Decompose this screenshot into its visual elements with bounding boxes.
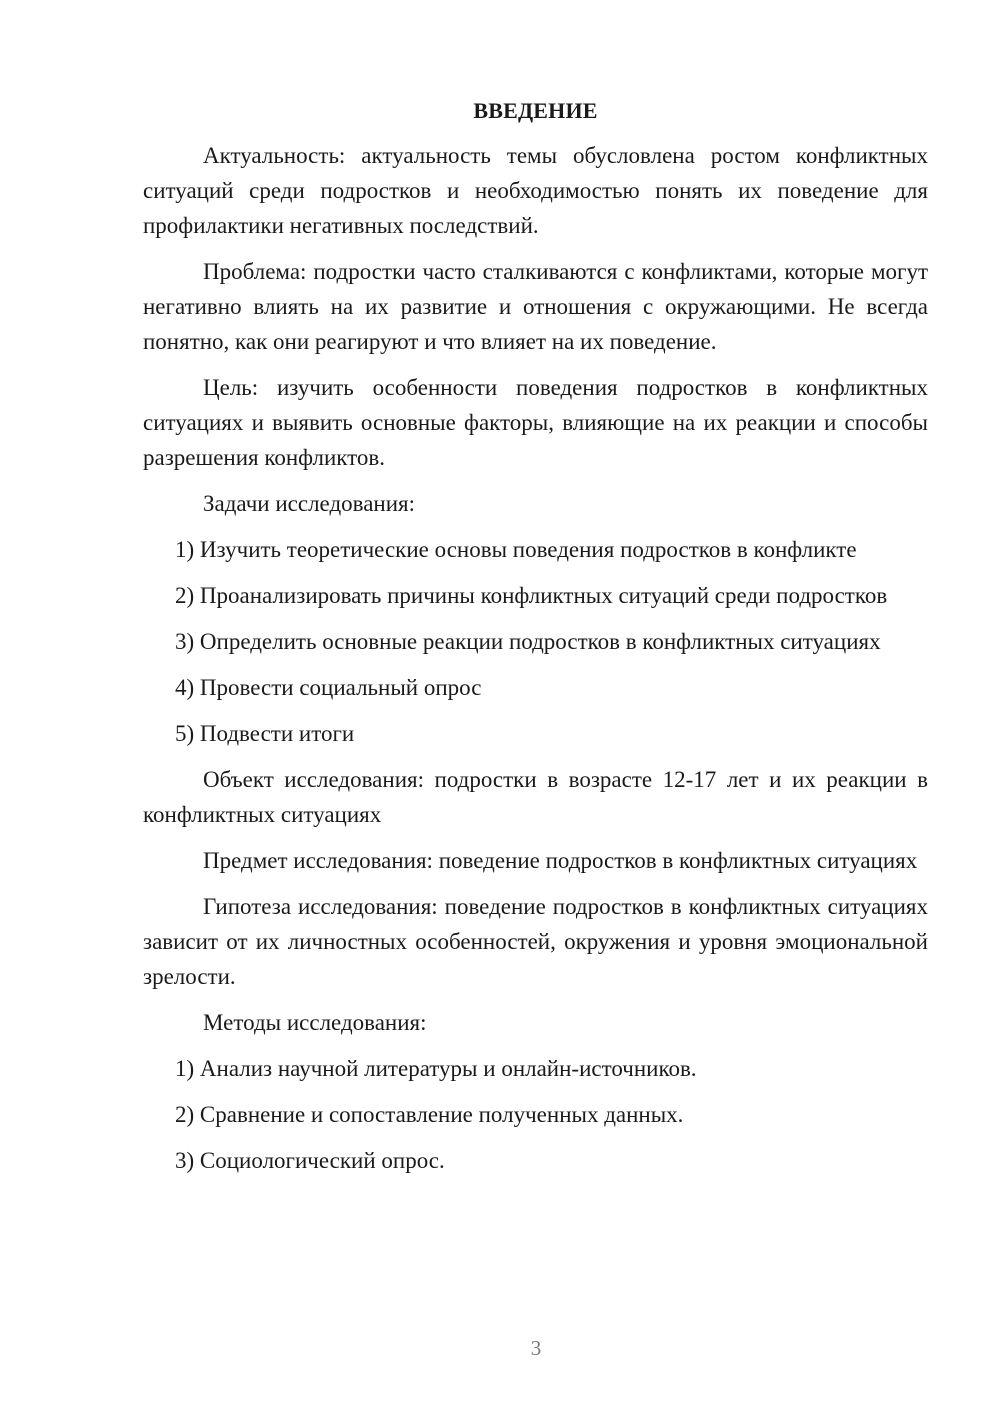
- method-item-2: 2) Сравнение и сопоставление полученных данных.: [175, 1102, 684, 1127]
- task-item-3: 3) Определить основные реакции подростков в конфликтных ситуациях: [175, 629, 881, 654]
- task-item-5: 5) Подвести итоги: [175, 721, 355, 746]
- task-item-1: 1) Изучить теоретические основы поведения подростков в конфликте: [175, 537, 857, 562]
- paragraph-goal: Цель: изучить особенности поведения подростков в конфликтных ситуациях и выявить основные факторы, влияющие на их реакции и способы разрешения конфликтов.: [143, 375, 928, 470]
- method-item-1: 1) Анализ научной литературы и онлайн-источников.: [175, 1056, 697, 1081]
- paragraph-subject: Предмет исследования: поведение подростков в конфликтных ситуациях: [203, 848, 918, 873]
- section-title: ВВЕДЕНИЕ: [473, 98, 598, 123]
- paragraph-hypothesis: Гипотеза исследования: поведение подростков в конфликтных ситуациях зависит от их личностных особенностей, окружения и уровня эмоциональной зрелости.: [143, 894, 928, 989]
- task-item-2: 2) Проанализировать причины конфликтных ситуаций среди подростков: [175, 583, 888, 608]
- methods-heading: Методы исследования:: [203, 1010, 427, 1035]
- method-item-3: 3) Социологический опрос.: [175, 1148, 445, 1173]
- paragraph-relevance: Актуальность: актуальность темы обусловлена ростом конфликтных ситуаций среди подростков и необходимостью понять их поведение для профилактики негативных последствий.: [143, 143, 928, 238]
- task-item-4: 4) Провести социальный опрос: [175, 675, 482, 700]
- document-body: [143, 96, 928, 1189]
- paragraph-problem: Проблема: подростки часто сталкиваются с конфликтами, которые могут негативно влиять на их развитие и отношения с окружающими. Не всегда понятно, как они реагируют и что влияет на их поведение.: [143, 259, 928, 354]
- paragraph-object: Объект исследования: подростки в возрасте 12-17 лет и их реакции в конфликтных ситуациях: [143, 767, 928, 827]
- page-number: 3: [530, 1336, 542, 1360]
- tasks-heading: Задачи исследования:: [203, 491, 416, 516]
